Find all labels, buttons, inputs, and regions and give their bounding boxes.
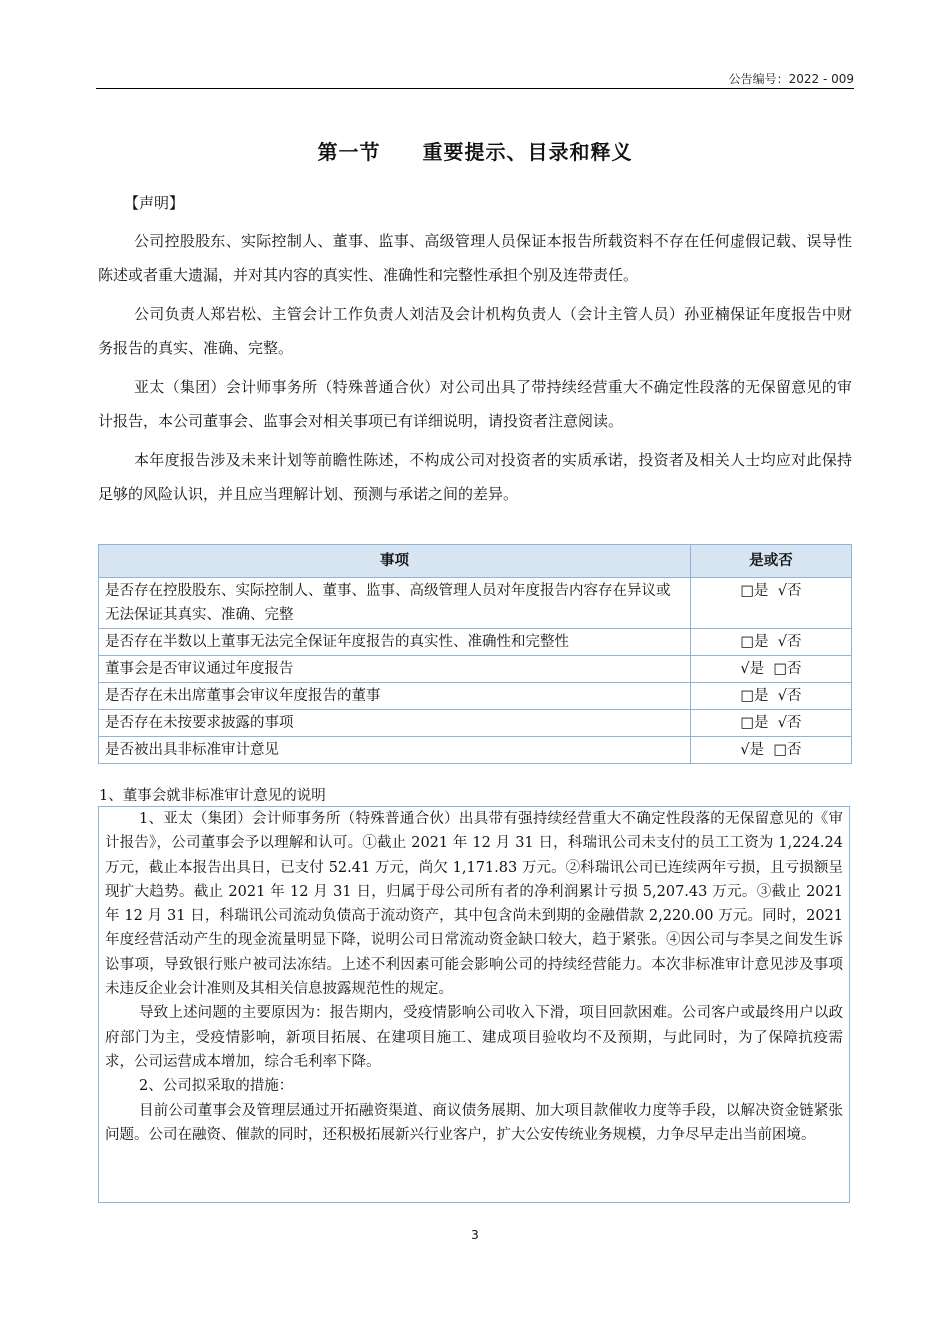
announcement-code: 公告编号：2022 - 009: [728, 72, 854, 86]
items-table: [98, 544, 852, 764]
declaration-heading: 【声明】: [124, 194, 185, 212]
row-item: 是否存在未出席董事会审议年度报告的董事: [99, 683, 691, 710]
note-paragraph: 1、亚太（集团）会计师事务所（特殊普通合伙）出具带有强持续经营重大不确定性段落的无保留意见的《审计报告》，公司董事会予以理解和认可。①截止 2021 年 12 月 31 日，科瑞讯公司未支付的员工工资为 1,224.24 万元，截止本报告出具日，已支付 52.41 万元，尚欠 1,171.83 万元。②科瑞讯公司已连续两年亏损，且亏损额呈现扩大趋势。截止 2021 年 12 月 31 日，归属于母公司所有者的净利润累计亏损 5,207.43 万元。③截止 2021 年 12 月 31 日，科瑞讯公司流动负债高于流动资产，其中包含尚未到期的金融借款 2,220.00 万元。同时，2021 年度经营活动产生的现金流量明显下降，说明公司日常流动资金缺口较大，趋于紧张。④因公司与李昊之间发生诉讼事项，导致银行账户被司法冻结。上述不利因素可能会影响公司的持续经营能力。本次非标准审计意见涉及事项未违反企业会计准则及其相关信息披露规范性的规定。: [105, 811, 843, 998]
row-item: 是否存在半数以上董事无法完全保证年度报告的真实性、准确性和完整性: [99, 629, 691, 656]
column-header-item: 事项: [99, 545, 691, 578]
note-heading: 1、董事会就非标准审计意见的说明: [99, 788, 326, 804]
table-row: [99, 710, 852, 737]
declaration-paragraph: 本年度报告涉及未来计划等前瞻性陈述，不构成公司对投资者的实质承诺，投资者及相关人士均应对此保持足够的风险认识，并且应当理解计划、预测与承诺之间的差异。: [98, 451, 852, 503]
declaration-paragraph: 亚太（集团）会计师事务所（特殊普通合伙）对公司出具了带持续经营重大不确定性段落的无保留意见的审计报告，本公司董事会、监事会对相关事项已有详细说明，请投资者注意阅读。: [98, 378, 852, 430]
note-box: [98, 806, 850, 1203]
row-answer: □是 √否: [690, 710, 851, 737]
table-row: [99, 683, 852, 710]
declaration-paragraph: 公司负责人郑岩松、主管会计工作负责人刘洁及会计机构负责人（会计主管人员）孙亚楠保证年度报告中财务报告的真实、准确、完整。: [98, 305, 852, 357]
declaration-paragraph: 公司控股股东、实际控制人、董事、监事、高级管理人员保证本报告所载资料不存在任何虚假记载、误导性陈述或者重大遗漏，并对其内容的真实性、准确性和完整性承担个别及连带责任。: [98, 232, 852, 284]
row-item: 是否被出具非标准审计意见: [99, 737, 691, 764]
row-answer: □是 √否: [690, 683, 851, 710]
table-row: [99, 737, 852, 764]
section-title: 第一节 重要提示、目录和释义: [317, 140, 633, 164]
row-item: 是否存在控股股东、实际控制人、董事、监事、高级管理人员对年度报告内容存在异议或无法保证其真实、准确、完整: [99, 578, 691, 629]
row-answer: √是 □否: [690, 737, 851, 764]
row-answer: □是 √否: [690, 629, 851, 656]
row-answer: √是 □否: [690, 656, 851, 683]
table-row: [99, 629, 852, 656]
table-header-row: [99, 545, 852, 578]
row-item: 董事会是否审议通过年度报告: [99, 656, 691, 683]
row-answer: □是 √否: [690, 578, 851, 629]
page-number: 3: [471, 1228, 479, 1242]
row-item: 是否存在未按要求披露的事项: [99, 710, 691, 737]
column-header-answer: 是或否: [690, 545, 851, 578]
table-row: [99, 656, 852, 683]
header-divider: [96, 88, 854, 89]
note-paragraph: 导致上述问题的主要原因为：报告期内，受疫情影响公司收入下滑，项目回款困难。公司客户或最终用户以政府部门为主，受疫情影响，新项目拓展、在建项目施工、建成项目验收均不及预期，与此同时，为了保障抗疫需求，公司运营成本增加，综合毛利率下降。: [105, 1005, 843, 1070]
table-row: [99, 578, 852, 629]
note-paragraph: 2、公司拟采取的措施：: [139, 1078, 294, 1095]
note-paragraph: 目前公司董事会及管理层通过开拓融资渠道、商议债务展期、加大项目款催收力度等手段，以解决资金链紧张问题。公司在融资、催款的同时，还积极拓展新兴行业客户，扩大公安传统业务规模，力争尽早走出当前困境。: [105, 1102, 843, 1143]
